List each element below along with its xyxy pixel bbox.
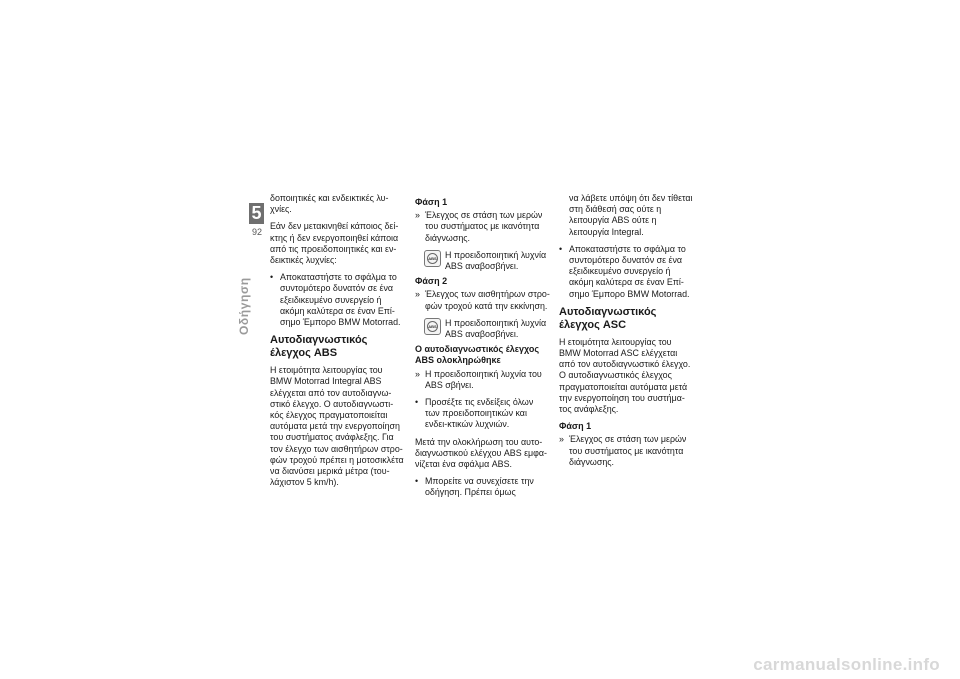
column-2 [415,193,550,505]
heading-phase-2: Φάση 2 [415,276,448,287]
paragraph: Η ετοιμότητα λειτουργίας του BMW Motorrad ASC ελέγχεται από τον αυτοδιαγνωστικό έλεγχο. Ο αυτοδιαγνωστικός έλεγχος πραγματοποιείται αυτόματα μετά την ενεργοποίηση του συστήμα-τος ανάφλεξης. [559,336,691,415]
lamp-note [424,318,550,340]
heading-phase-1: Φάση 1 [559,421,592,432]
heading-asc-selftest: Αυτοδιαγνωστικός έλεγχος ASC [559,305,657,331]
list-item: • Αποκαταστήστε το σφάλμα το συντομότερο δυνατόν σε ένα εξειδικευμένο συνεργείο ή ακόμη καλύτερα σε έναν Επί-σημο Έμπορο BMW Motorrad. [270,272,405,328]
step-list [415,369,550,391]
list-item: • Αποκαταστήστε το σφάλμα το συντομότερο δυνατόν σε ένα εξειδικευμένο συνεργείο ή ακόμη καλύτερα σε έναν Επί-σημο Έμπορο BMW Motorrad. [559,244,694,300]
heading-selftest-complete: Ο αυτοδιαγνωστικός έλεγχος ABS ολοκληρώθηκε [415,344,540,366]
list-item: » Έλεγχος σε στάση των μερών του συστήματος με ικανότητα διάγνωσης. [415,210,550,244]
bullet-list [559,244,694,300]
abs-warning-lamp-icon: ABS [424,318,441,335]
page-number: 92 [251,227,262,237]
section-title: Οδήγηση [237,277,251,335]
bullet-list [415,397,550,431]
heading-abs-selftest: Αυτοδιαγνωστικός έλεγχος ABS [270,334,368,360]
paragraph: Η ετοιμότητα λειτουργίας του BMW Motorrad Integral ABS ελέγχεται από τον αυτοδιαγνω-στικό έλεγχο. Ο αυτοδιαγνωστι-κός έλεγχος πραγματοποιείται αυτόματα μετά την ενεργοποίηση του συστήματος ανάφλεξης. Για τον έλεγχο των αισθητήρων στρο-φών τροχού πρέπει η μοτοσικλέτα να διανύσει μερικά μέτρα (του-λάχιστον 5 km/h). [270,365,404,488]
list-item: » Η προειδοποιητική λυχνία του ABS σβήνει. [415,369,550,391]
lamp-note-text: Η προειδοποιητική λυχνία ABS αναβοσβήνει. [445,249,547,272]
chapter-number: 5 [249,203,264,224]
abs-warning-lamp-icon: ABS [424,250,441,267]
list-item: » Έλεγχος των αισθητήρων στρο-φών τροχού κατά την εκκίνηση. [415,289,550,311]
heading-phase-1: Φάση 1 [415,197,448,207]
step-list [415,210,550,244]
bullet-list [415,476,550,498]
paragraph: δοποιητικές και ενδεικτικές λυ-χνίες. [270,193,389,215]
bullet-list [270,272,405,328]
lamp-note-text: Η προειδοποιητική λυχνία ABS αναβοσβήνει. [445,317,547,340]
lamp-note [424,250,550,272]
paragraph: Μετά την ολοκλήρωση του αυτο-διαγνωστικού ελέγχου ABS εμφα-νίζεται ένα σφάλμα ABS. [415,436,547,470]
paragraph: να λάβετε υπόψη ότι δεν τίθεται στη διάθεσή σας ούτε η λειτουργία ABS ούτε η λειτουργία Integral. [569,193,693,237]
list-item: • Μπορείτε να συνεχίσετε την οδήγηση. Πρέπει όμως [415,476,550,498]
list-item: • Προσέξτε τις ενδείξεις όλων των προειδοποιητικών και ενδει-κτικών λυχνιών. [415,397,550,431]
watermark: carmanualsonline.info [753,655,940,674]
step-list [559,434,694,468]
paragraph: Εάν δεν μετακινηθεί κάποιος δεί-κτης ή δεν ενεργοποιηθεί κάποια από τις προειδοποιητικές και εν-δεικτικές λυχνίες: [270,221,399,266]
step-list [415,289,550,311]
list-item: » Έλεγχος σε στάση των μερών του συστήματος με ικανότητα διάγνωσης. [559,434,694,468]
column-1 [270,193,405,494]
column-3 [559,193,694,474]
